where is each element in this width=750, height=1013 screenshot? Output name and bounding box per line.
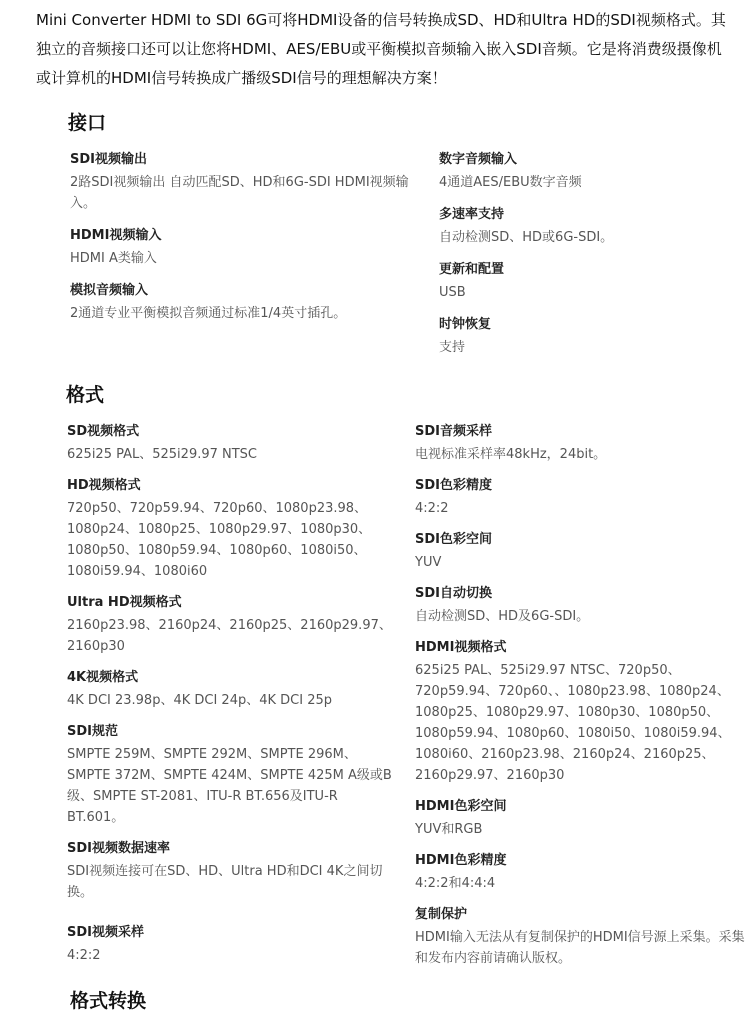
spec-item-value: 2160p23.98、2160p24、2160p25、2160p29.97、2160p30	[67, 618, 392, 654]
interfaces-left-column	[70, 150, 425, 324]
spec-item-title: SD视频格式	[67, 424, 140, 439]
spec-item-title: SDI视频采样	[67, 925, 144, 940]
spec-item-title: HDMI视频格式	[415, 640, 507, 655]
interfaces-right-column	[439, 150, 739, 358]
formats-right-column	[415, 422, 745, 969]
spec-item-clock-recovery	[439, 315, 739, 358]
spec-item-ultra-hd-video-formats	[67, 593, 397, 657]
spec-item-value: HDMI输入无法从有复制保护的HDMI信号源上采集。采集和发布内容前请确认版权。	[415, 930, 745, 966]
spec-item-sdi-color-precision	[415, 476, 745, 519]
spec-item-multirate-support	[439, 205, 739, 248]
spec-item-sdi-color-space	[415, 530, 745, 573]
spec-item-sdi-standards	[67, 722, 397, 828]
spec-item-title: 数字音频输入	[439, 152, 518, 167]
spec-item-title: HD视频格式	[67, 478, 141, 493]
spec-item-analog-audio-input	[70, 281, 425, 324]
spec-item-hdmi-video-input	[70, 226, 425, 269]
spec-item-value: 4:2:2和4:4:4	[415, 876, 496, 891]
spec-item-title: HDMI视频输入	[70, 228, 162, 243]
spec-item-value: USB	[439, 285, 466, 300]
spec-item-hdmi-video-formats	[415, 638, 745, 786]
spec-item-value: 625i25 PAL、525i29.97 NTSC、720p50、720p59.94、720p60、、1080p23.98、1080p24、1080p25、1080p29.97、1080p30、1080p50、1080p59.94、1080p60、1080i50、1080i59.94、1080i60、2160p23.98、2160p24、2160p25、2160p29.97、2160p30	[415, 663, 731, 783]
spec-item-value: SDI视频连接可在SD、HD、Ultra HD和DCI 4K之间切换。	[67, 864, 383, 900]
formats-left-column	[67, 422, 397, 966]
spec-item-title: SDI视频数据速率	[67, 841, 170, 856]
spec-item-update-config	[439, 260, 739, 303]
spec-item-title: SDI自动切换	[415, 586, 492, 601]
spec-item-value: 720p50、720p59.94、720p60、1080p23.98、1080p24、1080p25、1080p29.97、1080p30、1080p50、1080p59.94、1080p60、1080i50、1080i59.94、1080i60	[67, 501, 372, 579]
spec-item-hdmi-color-precision	[415, 851, 745, 894]
spec-item-value: YUV和RGB	[415, 822, 483, 837]
section-title-formats: 格式	[66, 384, 105, 406]
spec-item-hd-video-formats	[67, 476, 397, 582]
spec-item-value: 自动检测SD、HD或6G-SDI。	[439, 230, 614, 245]
spec-item-value: SMPTE 259M、SMPTE 292M、SMPTE 296M、SMPTE 372M、SMPTE 424M、SMPTE 425M A级或B级、SMPTE ST-2081、ITU-R BT.656及ITU-R BT.601。	[67, 747, 392, 825]
spec-item-title: 复制保护	[415, 907, 468, 922]
spec-item-digital-audio-input	[439, 150, 739, 193]
intro-paragraph: Mini Converter HDMI to SDI 6G可将HDMI设备的信号转换成SD、HD和Ultra HD的SDI视频格式。其独立的音频接口还可以让您将HDMI、AES/EBU或平衡模拟音频输入嵌入SDI音频。它是将消费级摄像机或计算机的HDMI信号转换成广播级SDI信号的理想解决方案！	[36, 11, 726, 87]
spec-item-value: 电视标准采样率48kHz，24bit。	[415, 447, 607, 462]
spec-item-value: 2路SDI视频输出 自动匹配SD、HD和6G-SDI HDMI视频输入。	[70, 175, 409, 211]
spec-item-sdi-video-output	[70, 150, 425, 214]
spec-item-title: 4K视频格式	[67, 670, 139, 685]
spec-item-title: HDMI色彩空间	[415, 799, 507, 814]
spec-item-value: YUV	[415, 555, 442, 570]
section-title-format-conversion: 格式转换	[70, 990, 147, 1012]
spec-item-copy-protection	[415, 905, 745, 969]
spec-item-title: 多速率支持	[439, 207, 505, 222]
spec-item-title: 时钟恢复	[439, 317, 492, 332]
spec-item-sdi-auto-switching	[415, 584, 745, 627]
spec-item-title: SDI色彩精度	[415, 478, 492, 493]
spec-item-value: 4:2:2	[415, 501, 449, 516]
spec-item-sdi-audio-sampling	[415, 422, 745, 465]
spec-item-value: HDMI A类输入	[70, 251, 157, 266]
section-title-interfaces: 接口	[68, 112, 107, 134]
spec-item-sdi-data-rate	[67, 839, 397, 903]
spec-item-title: 更新和配置	[439, 262, 505, 277]
spec-item-title: Ultra HD视频格式	[67, 595, 182, 610]
spec-item-value: 2通道专业平衡模拟音频通过标准1/4英寸插孔。	[70, 306, 347, 321]
spec-item-title: SDI视频输出	[70, 152, 147, 167]
spec-item-title: SDI色彩空间	[415, 532, 492, 547]
spec-item-title: 模拟音频输入	[70, 283, 149, 298]
spec-item-value: 625i25 PAL、525i29.97 NTSC	[67, 447, 258, 462]
spec-item-title: SDI规范	[67, 724, 118, 739]
spec-item-4k-video-formats	[67, 668, 397, 711]
spec-item-hdmi-color-space	[415, 797, 745, 840]
spec-item-sdi-video-sampling	[67, 923, 397, 966]
spec-item-sd-video-formats	[67, 422, 397, 465]
spec-item-value: 自动检测SD、HD及6G-SDI。	[415, 609, 590, 624]
spec-item-value: 4通道AES/EBU数字音频	[439, 175, 582, 190]
spec-item-title: SDI音频采样	[415, 424, 492, 439]
spec-item-title: HDMI色彩精度	[415, 853, 507, 868]
spec-item-value: 支持	[439, 340, 466, 355]
spec-item-value: 4K DCI 23.98p、4K DCI 24p、4K DCI 25p	[67, 693, 333, 708]
spec-item-value: 4:2:2	[67, 948, 101, 963]
